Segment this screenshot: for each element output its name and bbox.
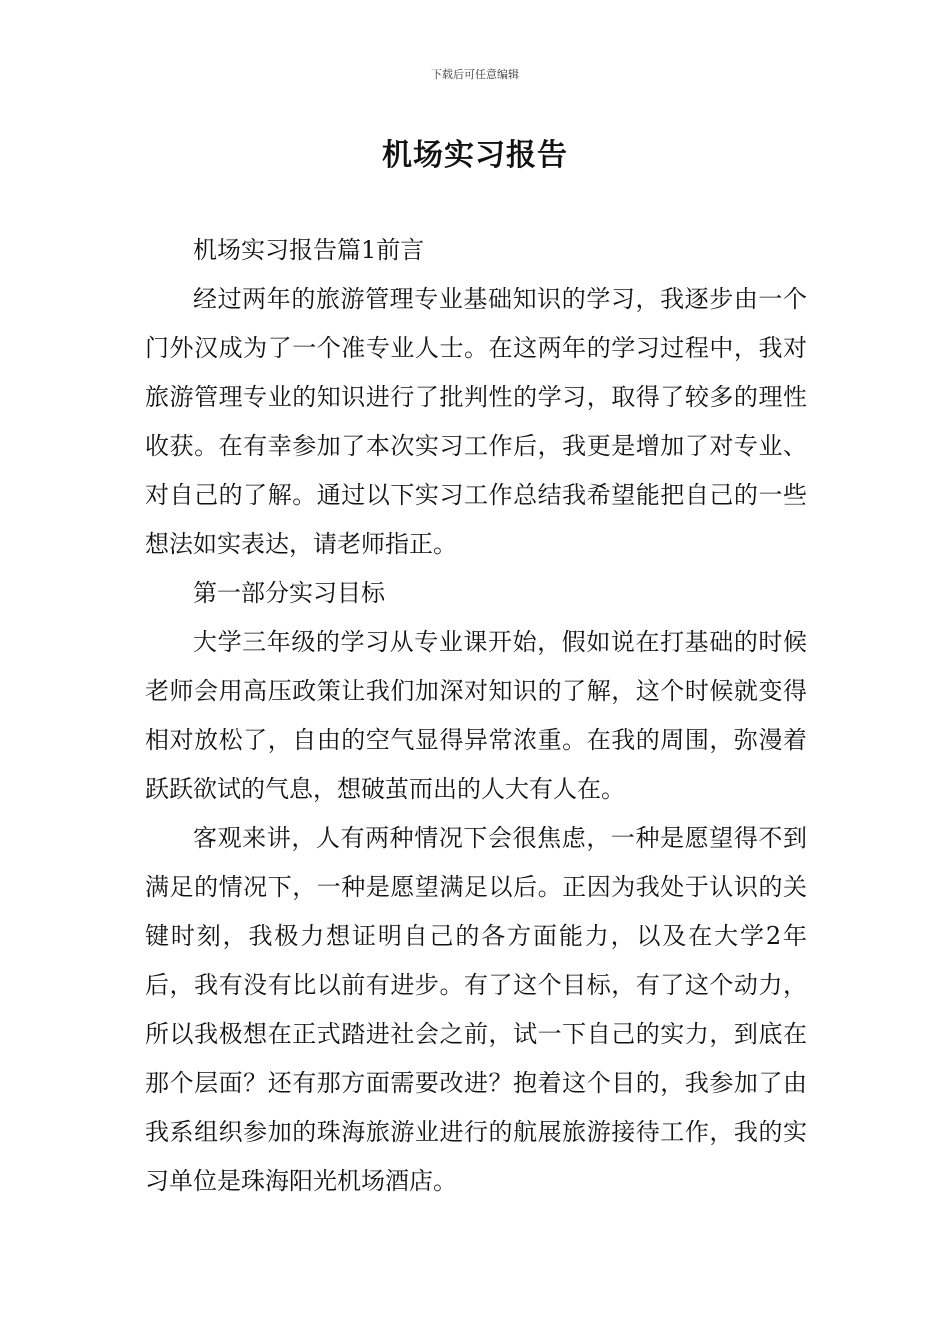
- document-body: [145, 226, 807, 1206]
- paragraph-objective: 客观来讲，人有两种情况下会很焦虑，一种是愿望得不到满足的情况下，一种是愿望满足以后。正因为我处于认识的关键时刻，我极力想证明自己的各方面能力，以及在大学2年后，我有没有比以前有进步。有了这个目标，有了这个动力，所以我极想在正式踏进社会之前，试一下自己的实力，到底在那个层面？还有那方面需要改进？抱着这个目的，我参加了由我系组织参加的珠海旅游业进行的航展旅游接待工作，我的实习单位是珠海阳光机场酒店。: [145, 824, 807, 1195]
- header-note: 下载后可任意编辑: [431, 68, 519, 81]
- document-title: 机场实习报告: [382, 138, 568, 173]
- paragraph-third-year: 大学三年级的学习从专业课开始，假如说在打基础的时候老师会用高压政策让我们加深对知识的了解，这个时候就变得相对放松了，自由的空气显得异常浓重。在我的周围，弥漫着跃跃欲试的气息，想破茧而出的人大有人在。: [145, 628, 807, 803]
- paragraph-preface: 经过两年的旅游管理专业基础知识的学习，我逐步由一个门外汉成为了一个准专业人士。在这两年的学习过程中，我对旅游管理专业的知识进行了批判性的学习，取得了较多的理性收获。在有幸参加了本次实习工作后，我更是增加了对专业、对自己的了解。通过以下实习工作总结我希望能把自己的一些想法如实表达，请老师指正。: [145, 285, 807, 558]
- paragraph-part-one-heading: 第一部分实习目标: [193, 579, 385, 607]
- paragraph-section-heading: 机场实习报告篇1前言: [193, 236, 425, 264]
